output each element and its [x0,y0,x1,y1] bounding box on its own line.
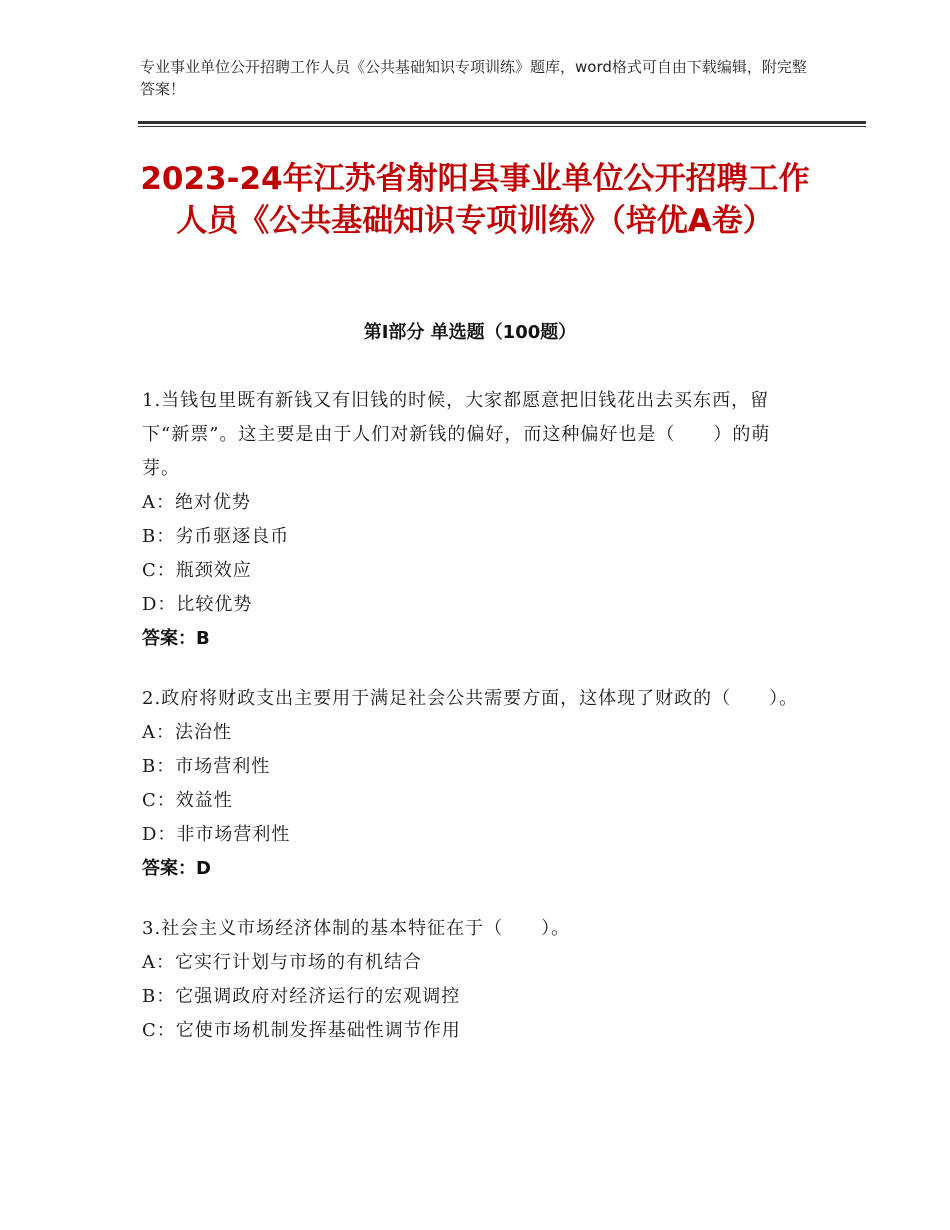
header-divider-thin [138,126,866,127]
question-3 [142,912,802,1048]
answer: 答案：B [142,628,210,649]
header-divider [138,121,866,124]
option-c: C：它使市场机制发挥基础性调节作用 [142,1020,461,1041]
option-b: B：劣币驱逐良币 [142,526,290,547]
question-1 [142,384,802,656]
question-stem: 2.政府将财政支出主要用于满足社会公共需要方面，这体现了财政的（ ）。 [142,688,799,709]
question-stem: 1.当钱包里既有新钱又有旧钱的时候，大家都愿意把旧钱花出去买东西，留下“新票”。这主要是由于人们对新钱的偏好，而这种偏好也是（ ）的萌芽。 [142,390,771,479]
answer: 答案：D [142,858,211,879]
option-c: C：瓶颈效应 [142,560,252,581]
option-a: A：它实行计划与市场的有机结合 [142,952,422,973]
option-a: A：法治性 [142,722,232,743]
option-d: D：非市场营利性 [142,824,291,845]
option-b: B：市场营利性 [142,756,271,777]
question-stem: 3.社会主义市场经济体制的基本特征在于（ ）。 [142,918,571,939]
option-b: B：它强调政府对经济运行的宏观调控 [142,986,461,1007]
option-a: A：绝对优势 [142,492,251,513]
header-note: 专业事业单位公开招聘工作人员《公共基础知识专项训练》题库，word格式可自由下载编辑，附完整答案！ [140,58,807,98]
question-list [142,384,802,1074]
question-2 [142,682,802,886]
option-c: C：效益性 [142,790,233,811]
document-title: 2023-24年江苏省射阳县事业单位公开招聘工作人员《公共基础知识专项训练》（培优A卷） [140,161,810,239]
option-d: D：比较优势 [142,594,253,615]
section-title: 第Ⅰ部分 单选题（100题） [363,322,577,343]
